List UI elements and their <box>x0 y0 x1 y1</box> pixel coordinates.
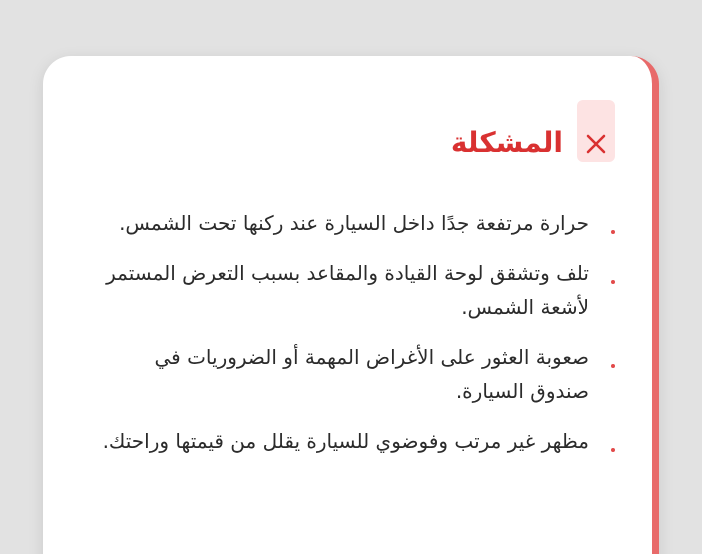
bullet-icon <box>611 364 615 368</box>
list-item-text: مظهر غير مرتب وفوضوي للسيارة يقلل من قيمتها وراحتك. <box>102 429 589 453</box>
card-title: المشكلة <box>450 125 563 159</box>
list-item <box>95 206 615 240</box>
bullet-icon <box>611 448 615 452</box>
problem-list <box>95 206 615 474</box>
problem-card <box>43 56 659 554</box>
bullet-icon <box>611 280 615 284</box>
list-item-text: حرارة مرتفعة جدًا داخل السيارة عند ركنها تحت الشمس. <box>119 211 589 235</box>
list-item-text: تلف وتشقق لوحة القيادة والمقاعد بسبب التعرض المستمر لأشعة الشمس. <box>106 261 589 319</box>
bullet-icon <box>611 230 615 234</box>
list-item-text: صعوبة العثور على الأغراض المهمة أو الضروريات في صندوق السيارة. <box>154 345 589 403</box>
list-item <box>95 256 615 324</box>
close-icon <box>577 100 615 162</box>
list-item <box>95 424 615 458</box>
card-header <box>451 100 615 162</box>
list-item <box>95 340 615 408</box>
